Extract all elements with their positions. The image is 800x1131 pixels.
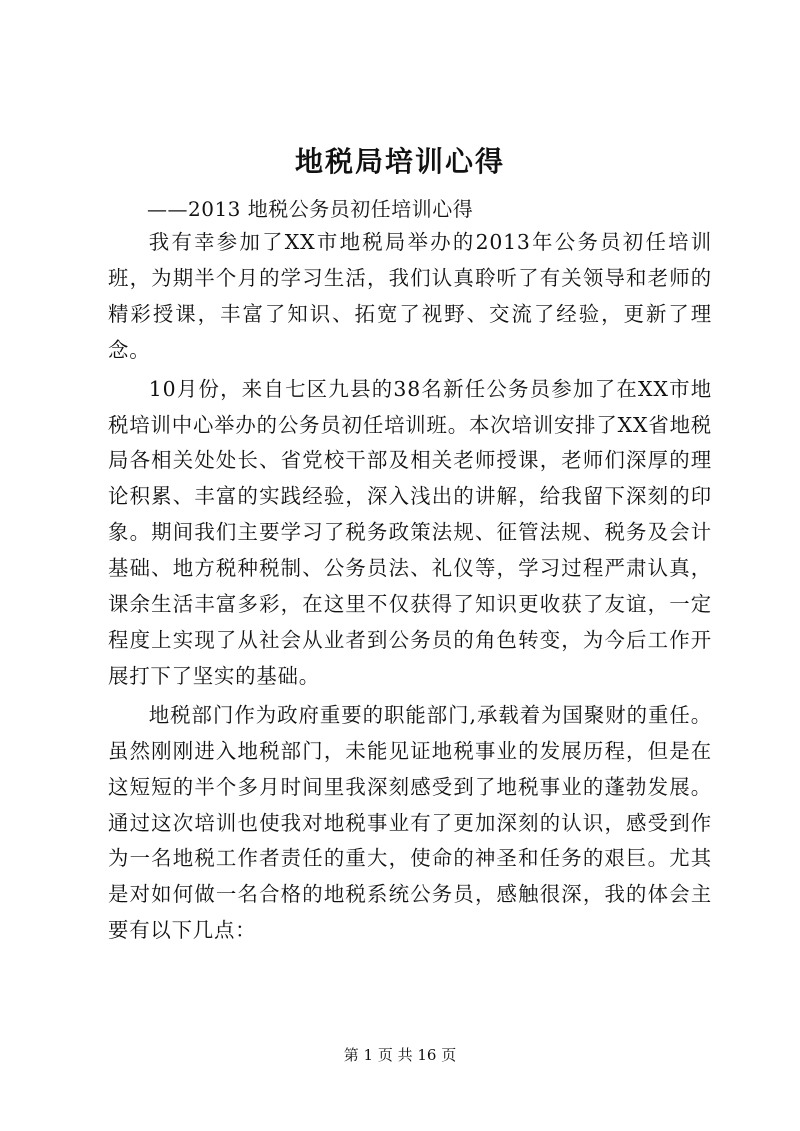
document-title: 地税局培训心得: [294, 145, 505, 178]
body-paragraph: 地税部门作为政府重要的职能部门,承载着为国聚财的重任。虽然刚刚进入地税部门，未能见证地税事业的发展历程，但是在这短短的半个多月时间里我深刻感受到了地税事业的蓬勃发展。通过这次培训也使我对地税事业有了更加深刻的认识，感受到作为一名地税工作者责任的重大，使命的神圣和任务的艰巨。尤其是对如何做一名合格的地税系统公务员，感触很深，我的体会主要有以下几点：: [108, 702, 712, 943]
document-body: [108, 225, 712, 949]
page-number-footer: 第 1 页 共 16 页: [343, 1046, 457, 1064]
document-subtitle: ——2013 地税公务员初任培训心得: [147, 197, 474, 221]
body-paragraph: 我有幸参加了XX市地税局举办的2013年公务员初任培训班，为期半个月的学习生活，我们认真聆听了有关领导和老师的精彩授课，丰富了知识、拓宽了视野、交流了经验，更新了理念。: [108, 230, 712, 362]
body-paragraph: 10月份，来自七区九县的38名新任公务员参加了在XX市地税培训中心举办的公务员初任培训班。本次培训安排了XX省地税局各相关处处长、省党校干部及相关老师授课，老师们深厚的理论积累、丰富的实践经验，深入浅出的讲解，给我留下深刻的印象。期间我们主要学习了税务政策法规、征管法规、税务及会计基础、地方税种税制、公务员法、礼仪等，学习过程严肃认真，课余生活丰富多彩，在这里不仅获得了知识更收获了友谊，一定程度上实现了从社会从业者到公务员的角色转变，为今后工作开展打下了坚实的基础。: [108, 376, 712, 688]
